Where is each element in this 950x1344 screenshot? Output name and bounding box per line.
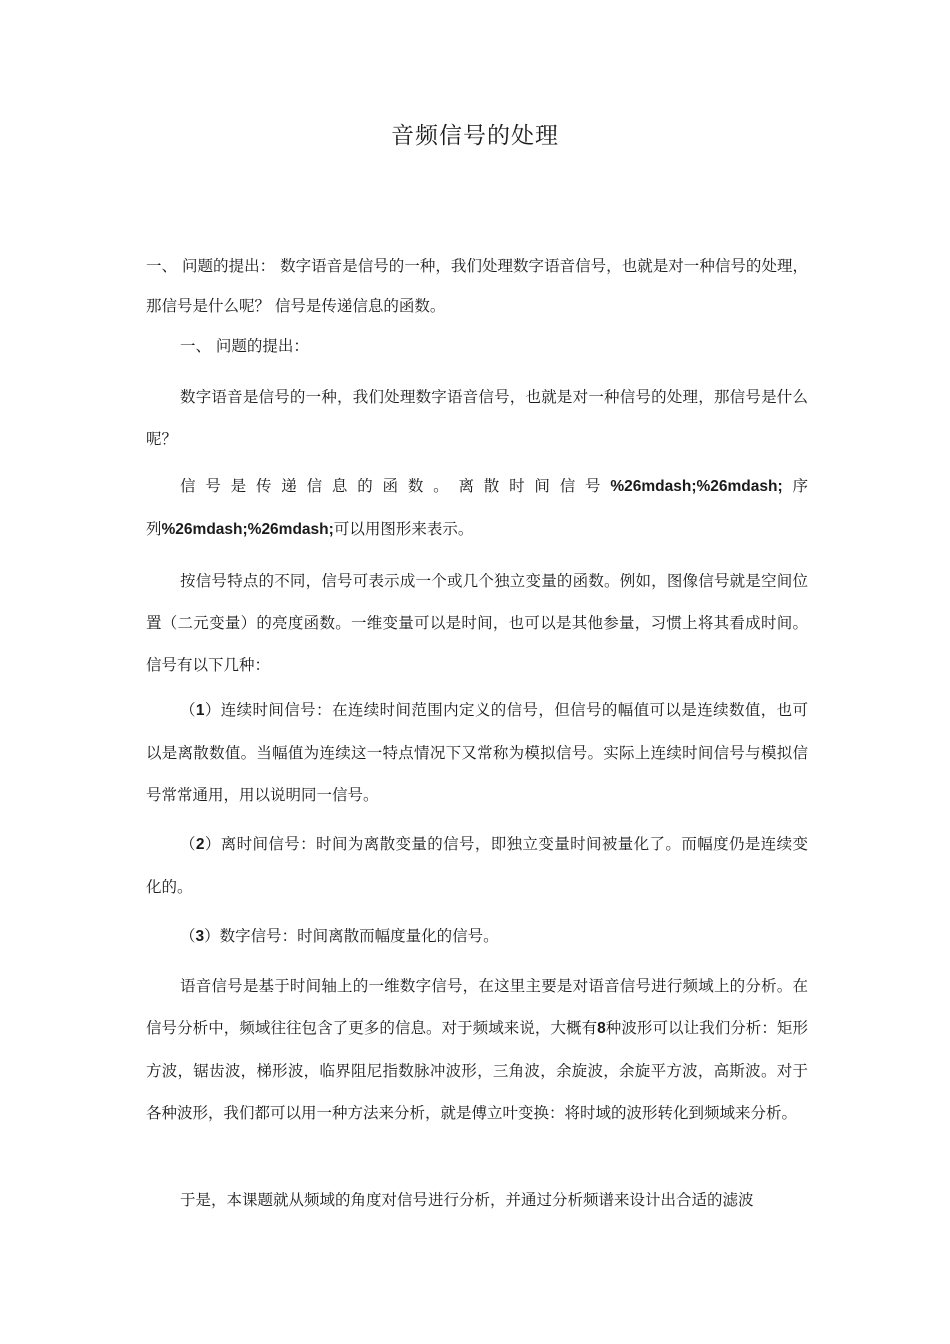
paragraph-project-approach: 于是，本课题就从频域的角度对信号进行分析，并通过分析频谱来设计出合适的滤波	[180, 1191, 754, 1209]
entity-text: %26mdash;%26mdash;	[610, 478, 783, 495]
paragraph-digital-speech: 数字语音是信号的一种，我们处理数字语音信号，也就是对一种信号的处理，那信号是什么呢？	[146, 388, 808, 448]
section-heading-question: 一、 问题的提出：	[180, 337, 309, 355]
waveform-count: 8	[597, 1020, 606, 1037]
list-number: 3	[195, 928, 205, 945]
list-number: 2	[195, 836, 205, 853]
text-span: 可以用图形来表示。	[333, 520, 474, 538]
text-span: 语音信号是基于时间轴上的一维数字信号，在这里主要是对语音信号进行频域上的分析。在信号分析中，频域往往包含了更多的信息。对于频域来说，大概有	[146, 977, 808, 1037]
list-number: 1	[195, 702, 205, 719]
list-item-text: ）连续时间信号：在连续时间范围内定义的信号，但信号的幅值可以是连续数值，也可以是离散数值。当幅值为连续这一特点情况下又常称为模拟信号。实际上连续时间信号与模拟信号常常通用，用以说明同一信号。	[146, 701, 808, 804]
list-item-digital-signal	[146, 918, 808, 955]
text-span: 信号是传递信息的函数。离散时间信号	[180, 477, 611, 495]
paragraph-frequency-analysis	[146, 965, 808, 1134]
paren-open: （	[180, 927, 196, 945]
list-item-text: ）离时间信号：时间为离散变量的信号，即独立变量时间被量化了。而幅度仍是连续变化的。	[146, 835, 808, 896]
text-span: 序列	[146, 477, 808, 538]
paren-open: （	[180, 835, 196, 853]
paragraph-question-intro: 一、 问题的提出： 数字语音是信号的一种，我们处理数字语音信号，也就是对一种信号的处理，那信号是什么呢？ 信号是传递信息的函数。	[146, 257, 808, 315]
text-span: 种波形可以让我们分析：矩形方波，锯齿波，梯形波，临界阻尼指数脉冲波形，三角波，余旋波，余旋平方波，高斯波。对于各种波形，我们都可以用一种方法来分析，就是傅立叶变换：将时域的波形转化到频域来分析。	[146, 1019, 808, 1122]
entity-text: %26mdash;%26mdash;	[161, 521, 334, 538]
list-item-text: ）数字信号：时间离散而幅度量化的信号。	[204, 927, 499, 945]
paragraph-signal-definition	[146, 465, 808, 551]
paren-open: （	[180, 701, 196, 719]
document-title: 音频信号的处理	[391, 123, 559, 149]
list-item-discrete-signal	[146, 823, 808, 908]
list-item-continuous-signal	[146, 689, 808, 816]
paragraph-signal-types: 按信号特点的不同，信号可表示成一个或几个独立变量的函数。例如，图像信号就是空间位置（二元变量）的亮度函数。一维变量可以是时间，也可以是其他参量，习惯上将其看成时间。信号有以下几种：	[146, 572, 808, 674]
